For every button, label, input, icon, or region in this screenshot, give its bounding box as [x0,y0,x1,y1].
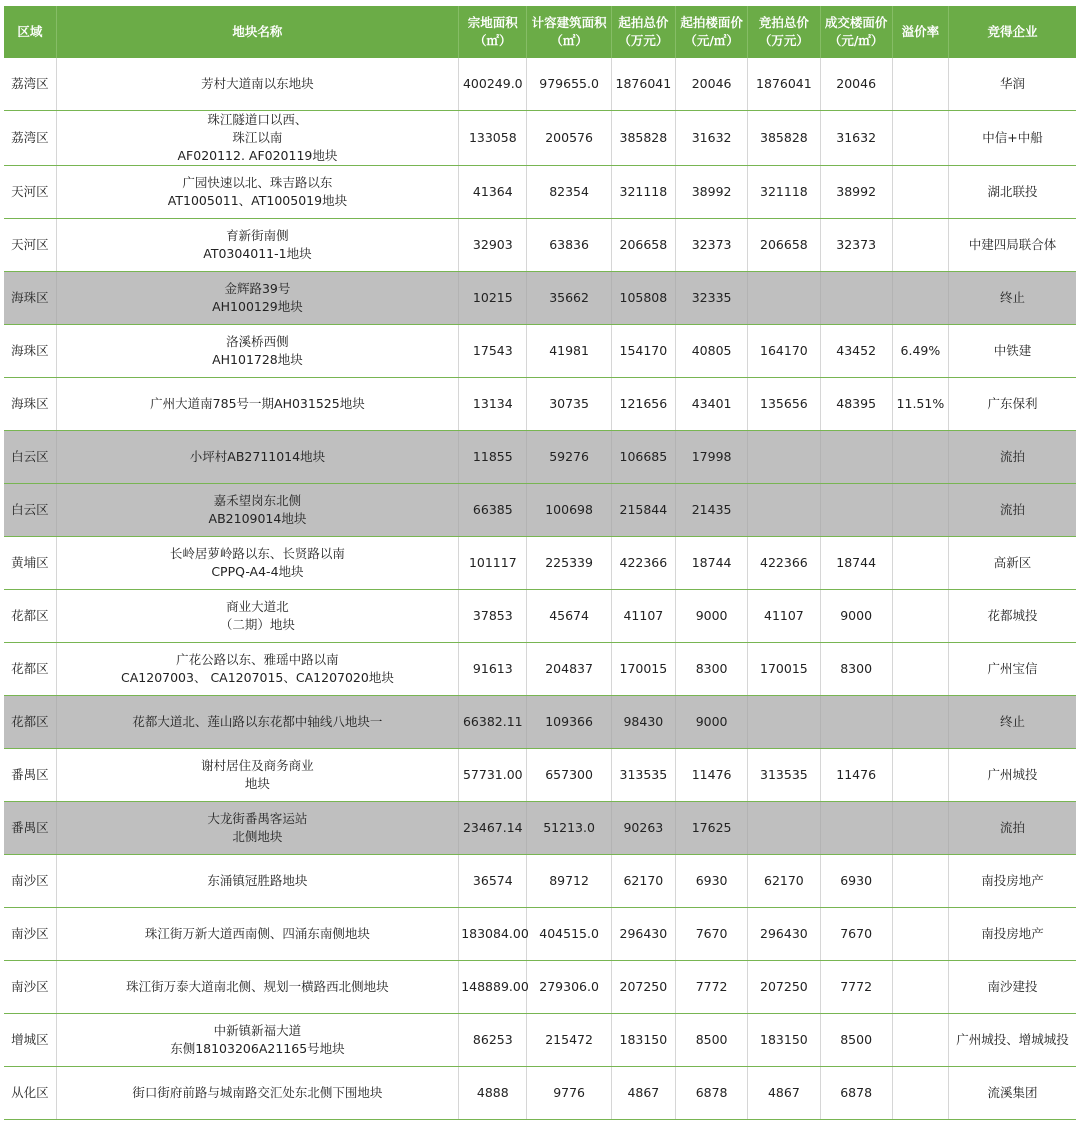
cell-site-area: 183084.00 [459,908,527,961]
cell-start-price: 105808 [611,272,675,325]
cell-premium-rate [892,855,948,908]
cell-final-price: 207250 [748,961,820,1014]
table-row [4,166,1076,219]
cell-site-area: 66385 [459,484,527,537]
cell-site-area: 17543 [459,325,527,378]
cell-premium-rate [892,749,948,802]
cell-start-price: 206658 [611,219,675,272]
cell-premium-rate [892,111,948,166]
cell-district: 白云区 [4,431,56,484]
cell-final-price: 313535 [748,749,820,802]
cell-final-price: 183150 [748,1014,820,1067]
cell-plot-name: 芳村大道南以东地块 [56,58,459,111]
cell-final-price: 62170 [748,855,820,908]
cell-gfa: 109366 [527,696,611,749]
cell-gfa: 35662 [527,272,611,325]
cell-final-price: 422366 [748,537,820,590]
cell-plot-name: 广园快速以北、珠吉路以东 AT1005011、AT1005019地块 [56,166,459,219]
cell-plot-name: 东涌镇冠胜路地块 [56,855,459,908]
cell-final-unit-price: 6878 [820,1067,892,1120]
table-row [4,908,1076,961]
cell-plot-name: 洛溪桥西侧 AH101728地块 [56,325,459,378]
cell-winner: 南沙建投 [948,961,1076,1014]
cell-site-area: 66382.11 [459,696,527,749]
cell-gfa: 657300 [527,749,611,802]
cell-final-price: 41107 [748,590,820,643]
cell-final-price [748,802,820,855]
cell-site-area: 101117 [459,537,527,590]
cell-district: 花都区 [4,643,56,696]
cell-start-price: 154170 [611,325,675,378]
table-row [4,58,1076,111]
land-auction-table [4,6,1076,1120]
cell-start-unit-price: 11476 [675,749,747,802]
cell-gfa: 100698 [527,484,611,537]
cell-site-area: 36574 [459,855,527,908]
cell-district: 南沙区 [4,908,56,961]
table-row [4,431,1076,484]
cell-site-area: 23467.14 [459,802,527,855]
cell-gfa: 63836 [527,219,611,272]
cell-start-unit-price: 43401 [675,378,747,431]
table-body [4,58,1076,1120]
cell-start-unit-price: 38992 [675,166,747,219]
cell-final-price: 4867 [748,1067,820,1120]
cell-winner: 中建四局联合体 [948,219,1076,272]
table-row [4,484,1076,537]
cell-start-unit-price: 9000 [675,590,747,643]
cell-gfa: 89712 [527,855,611,908]
cell-plot-name: 街口街府前路与城南路交汇处东北侧下围地块 [56,1067,459,1120]
cell-start-unit-price: 20046 [675,58,747,111]
cell-plot-name: 花都大道北、莲山路以东花都中轴线八地块一 [56,696,459,749]
cell-premium-rate [892,802,948,855]
cell-site-area: 400249.0 [459,58,527,111]
cell-plot-name: 育新街南侧 AT0304011-1地块 [56,219,459,272]
cell-site-area: 32903 [459,219,527,272]
header-final-price: 竞拍总价 （万元） [748,6,820,58]
cell-winner: 中信+中船 [948,111,1076,166]
cell-winner: 流溪集团 [948,1067,1076,1120]
cell-premium-rate [892,219,948,272]
cell-premium-rate: 6.49% [892,325,948,378]
cell-final-unit-price: 38992 [820,166,892,219]
table-row [4,1014,1076,1067]
cell-final-price: 135656 [748,378,820,431]
cell-start-unit-price: 7670 [675,908,747,961]
cell-district: 海珠区 [4,378,56,431]
cell-start-price: 90263 [611,802,675,855]
cell-site-area: 10215 [459,272,527,325]
cell-final-price: 321118 [748,166,820,219]
cell-start-unit-price: 9000 [675,696,747,749]
cell-start-price: 422366 [611,537,675,590]
cell-gfa: 9776 [527,1067,611,1120]
cell-start-unit-price: 32373 [675,219,747,272]
table-row [4,272,1076,325]
cell-start-price: 296430 [611,908,675,961]
cell-gfa: 82354 [527,166,611,219]
cell-premium-rate [892,484,948,537]
cell-district: 增城区 [4,1014,56,1067]
cell-final-unit-price: 43452 [820,325,892,378]
cell-gfa: 30735 [527,378,611,431]
header-district: 区域 [4,6,56,58]
table-row [4,696,1076,749]
table-row [4,1067,1076,1120]
cell-district: 海珠区 [4,325,56,378]
cell-gfa: 41981 [527,325,611,378]
cell-site-area: 86253 [459,1014,527,1067]
table-row [4,802,1076,855]
cell-final-unit-price [820,431,892,484]
cell-final-unit-price: 7772 [820,961,892,1014]
cell-district: 天河区 [4,219,56,272]
cell-premium-rate [892,696,948,749]
cell-start-price: 207250 [611,961,675,1014]
cell-gfa: 59276 [527,431,611,484]
cell-start-price: 4867 [611,1067,675,1120]
table-row [4,325,1076,378]
cell-final-price [748,696,820,749]
header-start-unit-price: 起拍楼面价 （元/㎡） [675,6,747,58]
cell-gfa: 200576 [527,111,611,166]
cell-start-price: 121656 [611,378,675,431]
cell-district: 花都区 [4,590,56,643]
cell-district: 从化区 [4,1067,56,1120]
cell-premium-rate [892,908,948,961]
cell-final-unit-price: 9000 [820,590,892,643]
header-start-price: 起拍总价 （万元） [611,6,675,58]
header-premium-rate: 溢价率 [892,6,948,58]
table-row [4,590,1076,643]
cell-winner: 高新区 [948,537,1076,590]
cell-district: 黄埔区 [4,537,56,590]
cell-premium-rate [892,643,948,696]
header-row [4,6,1076,58]
cell-final-unit-price: 18744 [820,537,892,590]
cell-winner: 广州城投、增城城投 [948,1014,1076,1067]
cell-district: 番禺区 [4,749,56,802]
cell-premium-rate [892,1067,948,1120]
cell-gfa: 404515.0 [527,908,611,961]
cell-district: 花都区 [4,696,56,749]
cell-start-price: 62170 [611,855,675,908]
cell-final-unit-price: 32373 [820,219,892,272]
cell-final-unit-price: 31632 [820,111,892,166]
cell-district: 南沙区 [4,961,56,1014]
cell-plot-name: 珠江隧道口以西、 珠江以南 AF020112. AF020119地块 [56,111,459,166]
cell-start-unit-price: 8300 [675,643,747,696]
cell-start-unit-price: 18744 [675,537,747,590]
cell-gfa: 45674 [527,590,611,643]
cell-winner: 流拍 [948,802,1076,855]
cell-plot-name: 谢村居住及商务商业 地块 [56,749,459,802]
cell-start-unit-price: 21435 [675,484,747,537]
header-winner: 竞得企业 [948,6,1076,58]
table-row [4,111,1076,166]
cell-final-price [748,431,820,484]
cell-start-unit-price: 8500 [675,1014,747,1067]
cell-gfa: 204837 [527,643,611,696]
cell-plot-name: 金辉路39号 AH100129地块 [56,272,459,325]
header-gfa: 计容建筑面积 （㎡） [527,6,611,58]
cell-start-price: 41107 [611,590,675,643]
cell-start-price: 1876041 [611,58,675,111]
cell-start-unit-price: 32335 [675,272,747,325]
cell-premium-rate: 11.51% [892,378,948,431]
cell-gfa: 279306.0 [527,961,611,1014]
cell-winner: 流拍 [948,431,1076,484]
cell-district: 天河区 [4,166,56,219]
cell-plot-name: 商业大道北 （二期）地块 [56,590,459,643]
cell-final-price: 385828 [748,111,820,166]
cell-plot-name: 珠江街万泰大道南北侧、规划一横路西北侧地块 [56,961,459,1014]
cell-gfa: 979655.0 [527,58,611,111]
header-site-area: 宗地面积 （㎡） [459,6,527,58]
table-row [4,643,1076,696]
cell-winner: 广州城投 [948,749,1076,802]
cell-gfa: 215472 [527,1014,611,1067]
cell-start-unit-price: 6930 [675,855,747,908]
cell-final-unit-price [820,272,892,325]
cell-winner: 流拍 [948,484,1076,537]
header-plot-name: 地块名称 [56,6,459,58]
cell-start-price: 170015 [611,643,675,696]
cell-final-unit-price: 7670 [820,908,892,961]
cell-final-unit-price: 11476 [820,749,892,802]
cell-final-unit-price: 20046 [820,58,892,111]
cell-premium-rate [892,58,948,111]
cell-start-unit-price: 31632 [675,111,747,166]
table-row [4,378,1076,431]
cell-final-unit-price: 8500 [820,1014,892,1067]
cell-final-unit-price [820,802,892,855]
cell-district: 荔湾区 [4,58,56,111]
cell-start-price: 183150 [611,1014,675,1067]
table-row [4,961,1076,1014]
cell-final-unit-price: 6930 [820,855,892,908]
cell-final-unit-price: 8300 [820,643,892,696]
table-row [4,537,1076,590]
cell-winner: 花都城投 [948,590,1076,643]
cell-start-unit-price: 17998 [675,431,747,484]
header-final-unit-price: 成交楼面价 （元/㎡） [820,6,892,58]
cell-premium-rate [892,961,948,1014]
cell-winner: 华润 [948,58,1076,111]
cell-winner: 湖北联投 [948,166,1076,219]
cell-site-area: 133058 [459,111,527,166]
cell-final-price [748,272,820,325]
cell-start-unit-price: 17625 [675,802,747,855]
cell-plot-name: 长岭居萝岭路以东、长贤路以南 CPPQ-A4-4地块 [56,537,459,590]
cell-plot-name: 中新镇新福大道 东侧18103206A21165号地块 [56,1014,459,1067]
table-row [4,855,1076,908]
cell-gfa: 51213.0 [527,802,611,855]
cell-final-price: 296430 [748,908,820,961]
cell-site-area: 148889.00 [459,961,527,1014]
cell-start-price: 106685 [611,431,675,484]
cell-plot-name: 广州大道南785号一期AH031525地块 [56,378,459,431]
cell-winner: 中铁建 [948,325,1076,378]
cell-district: 海珠区 [4,272,56,325]
cell-premium-rate [892,272,948,325]
cell-final-price: 170015 [748,643,820,696]
cell-premium-rate [892,1014,948,1067]
cell-winner: 终止 [948,272,1076,325]
cell-winner: 终止 [948,696,1076,749]
cell-site-area: 57731.00 [459,749,527,802]
cell-district: 南沙区 [4,855,56,908]
cell-district: 白云区 [4,484,56,537]
cell-plot-name: 广花公路以东、雅瑶中路以南 CA1207003、 CA1207015、CA1207020地块 [56,643,459,696]
cell-start-unit-price: 6878 [675,1067,747,1120]
cell-start-price: 321118 [611,166,675,219]
table-row [4,749,1076,802]
cell-district: 番禺区 [4,802,56,855]
cell-final-unit-price [820,696,892,749]
cell-start-price: 385828 [611,111,675,166]
cell-final-unit-price [820,484,892,537]
cell-start-unit-price: 7772 [675,961,747,1014]
cell-plot-name: 嘉禾望岗东北侧 AB2109014地块 [56,484,459,537]
cell-start-price: 98430 [611,696,675,749]
cell-start-price: 215844 [611,484,675,537]
cell-start-price: 313535 [611,749,675,802]
cell-start-unit-price: 40805 [675,325,747,378]
cell-site-area: 13134 [459,378,527,431]
cell-site-area: 41364 [459,166,527,219]
cell-winner: 南投房地产 [948,908,1076,961]
cell-district: 荔湾区 [4,111,56,166]
cell-final-price: 164170 [748,325,820,378]
cell-premium-rate [892,537,948,590]
cell-winner: 广州宝信 [948,643,1076,696]
table-header [4,6,1076,58]
cell-site-area: 91613 [459,643,527,696]
cell-final-price [748,484,820,537]
cell-site-area: 11855 [459,431,527,484]
cell-plot-name: 小坪村AB2711014地块 [56,431,459,484]
cell-site-area: 4888 [459,1067,527,1120]
cell-premium-rate [892,431,948,484]
cell-final-price: 206658 [748,219,820,272]
table-row [4,219,1076,272]
cell-site-area: 37853 [459,590,527,643]
cell-winner: 广东保利 [948,378,1076,431]
cell-premium-rate [892,166,948,219]
cell-winner: 南投房地产 [948,855,1076,908]
cell-gfa: 225339 [527,537,611,590]
cell-premium-rate [892,590,948,643]
cell-final-unit-price: 48395 [820,378,892,431]
cell-plot-name: 大龙街番禺客运站 北侧地块 [56,802,459,855]
cell-plot-name: 珠江街万新大道西南侧、四涌东南侧地块 [56,908,459,961]
cell-final-price: 1876041 [748,58,820,111]
